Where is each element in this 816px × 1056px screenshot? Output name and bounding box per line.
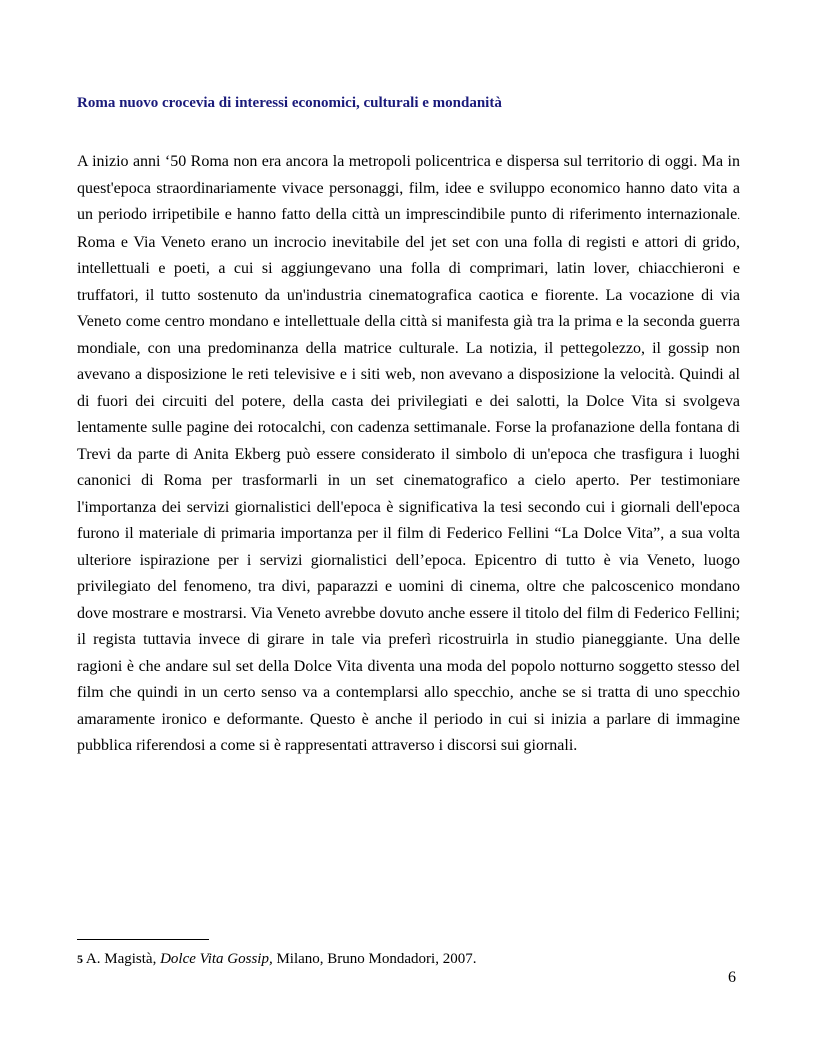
page-number: 6 [728, 969, 736, 986]
footnote-reference-marker: . [737, 210, 740, 222]
footnote-separator [77, 939, 209, 940]
footnote-number: 5 [77, 952, 83, 966]
footnote [77, 951, 740, 968]
footnote-title: Dolce Vita Gossip, [160, 951, 273, 967]
paragraph-text-part1: A inizio anni ‘50 Roma non era ancora la metropoli policentrica e dispersa sul territorio di oggi. Ma in quest'epoca straordinariamente vivace personaggi, film, idee e sviluppo economico hanno dato vita a un periodo irripetibile e hanno fatto della città un imprescindibile punto di riferimento internazionale [77, 153, 740, 223]
paragraph-text-part2: Roma e Via Veneto erano un incrocio inevitabile del jet set con una folla di registi e attori di grido, intellettuali e poeti, a cui si aggiungevano una folla di comprimari, latin lover, chiacchieroni e truffatori, il tutto sostenuto da un'industria cinematografica caotica e fiorente. La vocazione di via Veneto come centro mondano e intellettuale della città si manifesta già tra la prima e la seconda guerra mondiale, con una predominanza della matrice culturale. La notizia, il pettegolezzo, il gossip non avevano a disposizione le reti televisive e i siti web, non avevano a disposizione la velocità. Quindi al di fuori dei circuiti del potere, della casta dei privilegiati e dei salotti, la Dolce Vita si svolgeva lentamente sulle pagine dei rotocalchi, con cadenza settimanale. Forse la profanazione della fontana di Trevi da parte di Anita Ekberg può essere considerato il simbolo di un'epoca che trasfigura i luoghi canonici di Roma per trasformarli in un set cinematografico a cielo aperto. Per testimoniare l'importanza dei servizi giornalistici dell'epoca è significativa la tesi secondo cui i giornali dell'epoca furono il materiale di primaria importanza per il film di Federico Fellini “La Dolce Vita”, a sua volta ulteriore ispirazione per i servizi giornalistici dell’epoca. Epicentro di tutto è via Veneto, luogo privilegiato del fenomeno, tra divi, paparazzi e uomini di cinema, oltre che palcoscenico mondano dove mostrare e mostrarsi. Via Veneto avrebbe dovuto anche essere il titolo del film di Federico Fellini; il regista tuttavia invece di girare in tale via preferì ricostruirla in studio pianeggiante. Una delle ragioni è che andare sul set della Dolce Vita diventa una moda del popolo notturno soggetto stesso del film che quindi in un certo senso va a contemplarsi allo specchio, anche se si tratta di uno specchio amaramente ironico e deformante. Questo è anche il periodo in cui si inizia a parlare di immagine pubblica riferendosi a come si è rappresentati attraverso i discorsi sui giornali. [77, 233, 740, 754]
body-paragraph [77, 149, 740, 760]
section-heading: Roma nuovo crocevia di interessi economici, culturali e mondanità [77, 95, 502, 111]
footnote-author: A. Magistà, [83, 951, 161, 967]
footnote-publication: Milano, Bruno Mondadori, 2007. [272, 951, 477, 967]
